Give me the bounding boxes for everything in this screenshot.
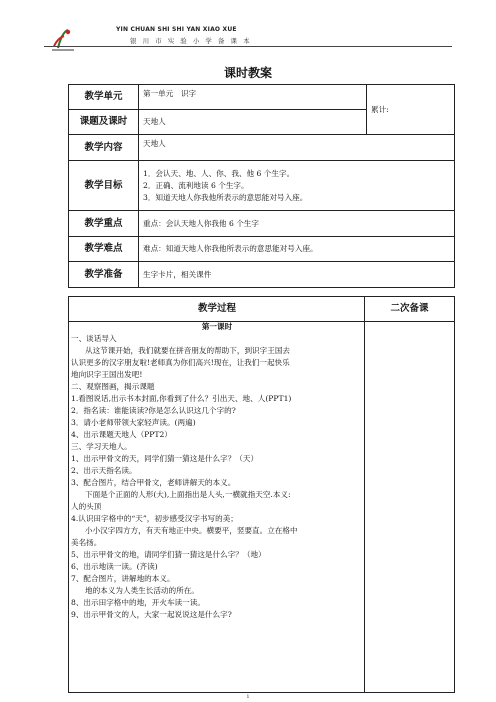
goal-item: 2．正确、流利地读 6 个生字。 xyxy=(143,180,249,190)
process-line: 3、配合图片，结合甲骨文，老师讲解天的本义。 xyxy=(71,478,236,487)
unit-value: 第一单元 识字 xyxy=(139,85,367,110)
process-line: 2、出示天指名读。 xyxy=(71,466,137,475)
process-line: 从这节课开始，我们就要在拼音朋友的帮助下，到识字王国去 xyxy=(85,346,291,355)
process-line: 三、学习天地人。 xyxy=(71,442,132,451)
school-logo-icon xyxy=(44,26,84,52)
revision-column xyxy=(364,296,455,693)
process-line: 9、出示甲骨文的人，大家一起说说这是什么字? xyxy=(71,610,232,619)
school-pinyin: YIN CHUAN SHI SHI YAN XIAO XUE xyxy=(116,26,237,33)
process-line: 一、谈话导入 xyxy=(71,334,117,343)
accumulated-count: 累计: xyxy=(367,85,455,135)
process-line: 1、出示甲骨文的天，同学们猜一猜这是什么字？（天） xyxy=(71,454,259,463)
process-line: 下面是个正面的人形(大),上面指出是人头,一横就指天空.本义: xyxy=(85,490,291,499)
unit-label: 教学单元 xyxy=(69,85,139,110)
process-line: 认识更多的汉字朋友啦!老师真为你们高兴!现在，让我们一起快乐 xyxy=(71,358,290,367)
goal-list xyxy=(139,161,455,211)
process-line: 二、观察图画，揭示课题 xyxy=(71,382,155,391)
process-line: 美名扬。 xyxy=(71,538,102,547)
process-heading: 教学过程 xyxy=(69,297,365,322)
process-line: 8、出示田字格中的地，开火车读一读。 xyxy=(71,598,205,607)
lesson-label: 课题及课时 xyxy=(69,110,139,135)
process-body xyxy=(69,321,365,621)
key-point-value: 重点：会认天地人你我他 6 个生字 xyxy=(139,211,455,237)
difficulty-value: 难点：知道天地人你我他所表示的意思能对号入座。 xyxy=(139,237,455,262)
school-name: 银 川 市 实 验 小 学 备 课 本 xyxy=(130,37,252,45)
teaching-process-section xyxy=(68,296,454,692)
difficulty-label: 教学难点 xyxy=(69,237,139,262)
page-header xyxy=(44,24,464,56)
document-title: 课时教案 xyxy=(223,66,272,80)
process-line: 地向识字王国出发吧! xyxy=(71,370,143,379)
process-line: 4、出示课题天地人（PPT2） xyxy=(71,430,172,439)
process-line: 1.看图说话,出示书本封面,你看到了什么？引出天、地、人(PPT1) xyxy=(71,394,292,403)
process-line: 小小汉字四方方，有天有地正中央。横要平，竖要直。立在格中 xyxy=(85,526,298,535)
goal-item: 1．会认天、地、人、你、我、他 6 个生字。 xyxy=(143,168,295,178)
process-line: 5、出示甲骨文的地，请同学们猜一猜这是什么字？（地） xyxy=(71,550,266,559)
content-label: 教学内容 xyxy=(69,135,139,161)
revision-heading: 二次备课 xyxy=(365,297,454,322)
goal-item: 3．知道天地人你我他所表示的意思能对号入座。 xyxy=(143,192,308,202)
process-line: 4.认识田字格中的“天”，初步感受汉字书写的美； xyxy=(71,514,238,523)
lesson-plan-table xyxy=(68,84,455,288)
lesson-value: 天地人 xyxy=(139,110,367,135)
process-line: 3．请小老师带领大家轻声读。(两遍) xyxy=(71,418,196,427)
process-line: 人的头顶 xyxy=(71,502,102,511)
process-line: 7、配合图片，讲解地的本义。 xyxy=(71,574,175,583)
preparation-value: 生字卡片，相关课件 xyxy=(139,262,455,288)
process-line: 6、出示地读一读。(齐读) xyxy=(71,562,158,571)
preparation-label: 教学准备 xyxy=(69,262,139,288)
content-value: 天地人 xyxy=(139,135,455,161)
header-rule xyxy=(44,46,452,47)
goal-label: 教学目标 xyxy=(69,161,139,211)
key-point-label: 教学重点 xyxy=(69,211,139,237)
process-line: 2．指名读：谁能读读?你是怎么认识这几个字的? xyxy=(71,406,236,415)
lesson-number: 第一课时 xyxy=(201,322,233,331)
process-column xyxy=(68,296,365,693)
process-line: 地的本义为人类生长活动的所在。 xyxy=(85,586,199,595)
page-number: 1 xyxy=(246,694,250,700)
